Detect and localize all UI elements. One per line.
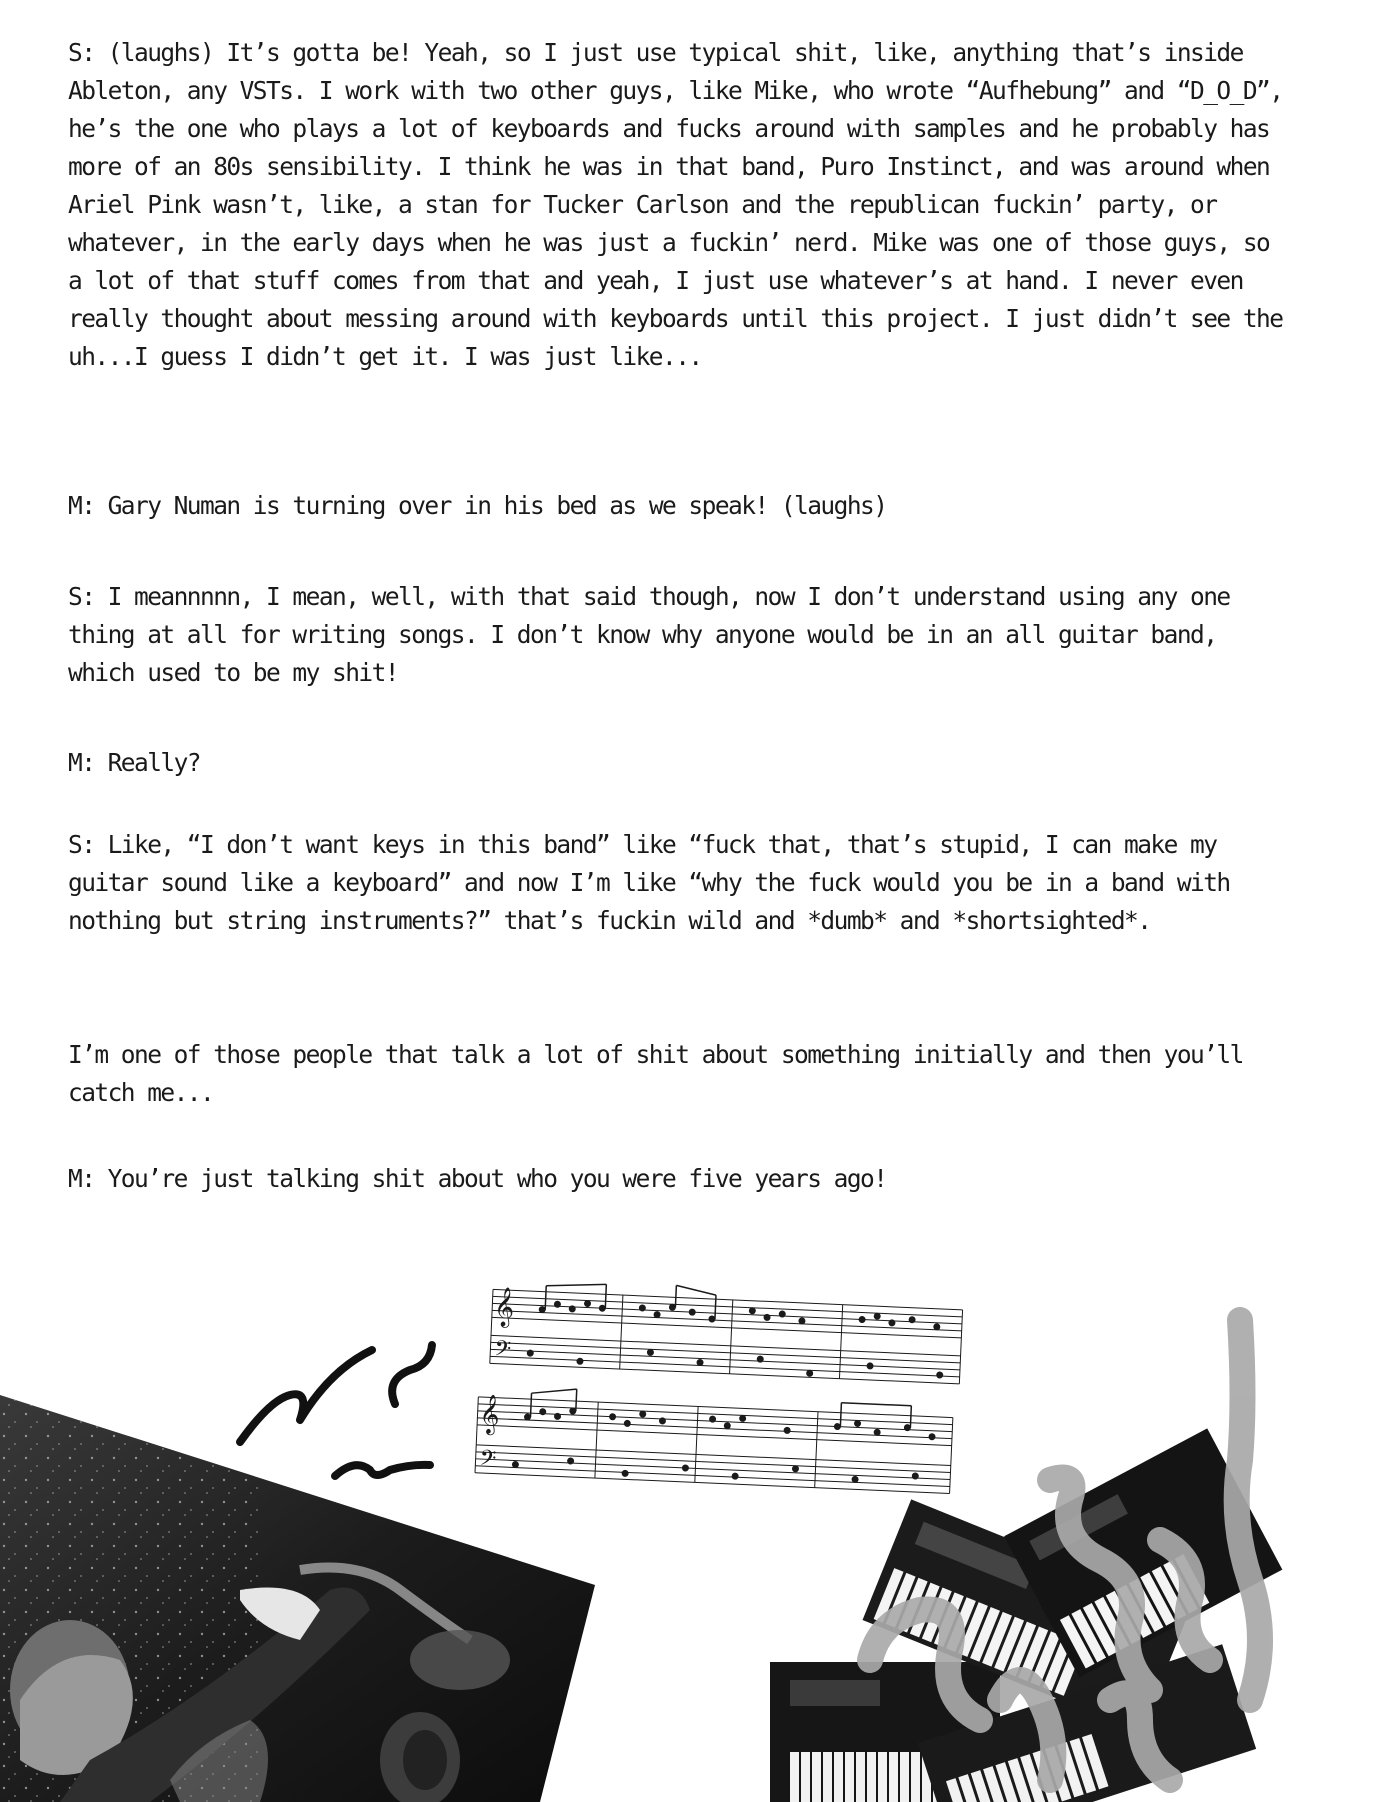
- svg-text:𝄢: 𝄢: [478, 1445, 497, 1477]
- sheet-music: [475, 1277, 963, 1497]
- paragraph-text: I meannnnn, I mean, well, with that said though, now I don’t understand using any one thing at all for writing songs. I don’t know why anyone would be in an all guitar band, which used to be my shit!: [68, 582, 1230, 687]
- paragraph-text: You’re just talking shit about who you were five years ago!: [107, 1164, 887, 1193]
- speaker-label: S:: [68, 830, 95, 859]
- speaker-label: M:: [68, 748, 95, 777]
- svg-text:𝄞: 𝄞: [493, 1286, 516, 1328]
- paragraph-text: Like, “I don’t want keys in this band” like “fuck that, that’s stupid, I can make my guitar sound like a keyboard” and now I’m like “why the fuck would you be in a band with nothing but string instruments?” that’s fuckin wild and *dumb* and *shortsighted*.: [68, 830, 1230, 935]
- paragraph-text: I’m one of those people that talk a lot of shit about something initially and then you’ll catch me...: [68, 1040, 1243, 1107]
- paragraph-text: Really?: [107, 748, 201, 777]
- speaker-label: M:: [68, 1164, 95, 1193]
- paragraph-text: Gary Numan is turning over in his bed as we speak! (laughs): [107, 491, 887, 520]
- marker-scribbles: [240, 1345, 432, 1476]
- svg-text:𝄢: 𝄢: [493, 1336, 512, 1368]
- concert-photo: [0, 1390, 600, 1802]
- speaker-label: M:: [68, 491, 95, 520]
- keyboard-collage: [770, 1428, 1282, 1802]
- svg-text:𝄞: 𝄞: [478, 1393, 501, 1435]
- speaker-label: S:: [68, 582, 95, 611]
- speaker-label: S:: [68, 38, 95, 67]
- paragraph-text: (laughs) It’s gotta be! Yeah, so I just use typical shit, like, anything that’s inside Ableton, any VSTs. I work with two other guys, like Mike, who wrote “Aufhebung” and “D_O_D”, he’s the one who plays a lot of keyboards and fucks around with samples and he probably has more of an 80s sensibility. I think he was in that band, Puro Instinct, and was around when Ariel Pink wasn’t, like, a stan for Tucker Carlson and the republican fuckin’ party, or whatever, in the early days when he was just a fuckin’ nerd. Mike was one of those guys, so a lot of that stuff comes from that and yeah, I just use whatever’s at hand. I never even really thought about messing around with keyboards until this project. I just didn’t see the uh...I guess I didn’t get it. I was just like...: [68, 38, 1283, 371]
